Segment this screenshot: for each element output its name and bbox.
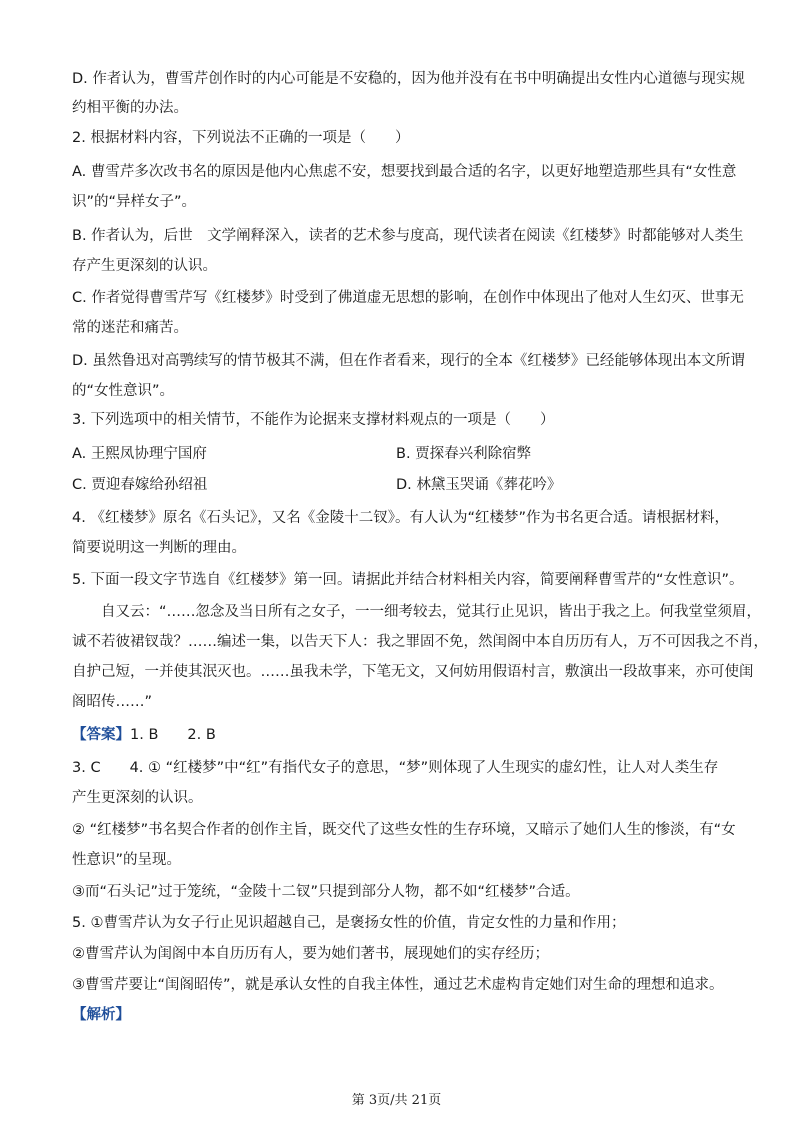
excerpt-line-4: 阁昭传……” xyxy=(72,694,153,710)
q1-option-d-line-2: 约相平衡的办法。 xyxy=(72,100,188,116)
answer-text: 1. B 2. B xyxy=(130,727,216,743)
page-number-footer: 第 3页/共 21页 xyxy=(351,1093,442,1108)
answer-line-5: ③而“石头记”过于笼统，“金陵十二钗”只提到部分人物，都不如“红楼梦”合适。 xyxy=(72,884,580,900)
q2-option-a-line-2: 识”的“异样女子”。 xyxy=(72,194,197,210)
excerpt-line-3: 自护己短，一并使其泯灭也。……虽我未学，下笔无文，又何妨用假语村言，敷演出一段故事来，亦可使闺 xyxy=(72,664,754,680)
question-4-line-2: 简要说明这一判断的理由。 xyxy=(72,540,246,556)
q1-option-d-line-1: D. 作者认为，曹雪芹创作时的内心可能是不安稳的，因为他并没有在书中明确提出女性内心道德与现实规 xyxy=(72,71,745,87)
answer-line-7: ②曹雪芹认为闺阁中本自历历有人，要为她们著书，展现她们的实存经历； xyxy=(72,946,549,962)
question-2-stem: 2. 根据材料内容，下列说法不正确的一项是（ ） xyxy=(72,130,410,146)
q2-option-d-line-2: 的“女性意识”。 xyxy=(72,383,175,399)
excerpt-line-1: 自又云：“……忽念及当日所有之女子，一一细考较去，觉其行止见识，皆出于我之上。何我堂堂须眉， xyxy=(101,604,762,620)
q2-option-c-line-2: 常的迷茫和痛苦。 xyxy=(72,320,188,336)
excerpt-line-2: 诚不若彼裙钗哉？……编述一集，以告天下人：我之罪固不免，然闺阁中本自历历有人，万不可因我之不肖， xyxy=(72,634,768,650)
answer-tag: 【答案】 xyxy=(72,727,130,743)
q3-option-a: A. 王熙凤协理宁国府 xyxy=(72,446,207,462)
answer-row xyxy=(72,725,732,745)
question-4-line-1: 4. 《红楼梦》原名《石头记》，又名《金陵十二钗》。有人认为“红楼梦”作为书名更合适。请根据材料， xyxy=(72,510,729,526)
q3-option-d: D. 林黛玉哭诵《葬花吟》 xyxy=(396,477,562,493)
answer-line-1: 3. C 4. ① “红楼梦”中“红”有指代女子的意思，“梦”则体现了人生现实的虚幻性，让人对人类生存 xyxy=(72,760,719,776)
answer-line-3: ② “红楼梦”书名契合作者的创作主旨，既交代了这些女性的生存环境，又暗示了她们人生的惨淡，有“女 xyxy=(72,822,736,838)
answer-line-4: 性意识”的呈现。 xyxy=(72,852,182,868)
analysis-tag: 【解析】 xyxy=(72,1007,130,1023)
answer-line-6: 5. ①曹雪芹认为女子行止见识超越自己，是褒扬女性的价值，肯定女性的力量和作用； xyxy=(72,915,626,931)
q2-option-a-line-1: A. 曹雪芹多次改书名的原因是他内心焦虑不安，想要找到最合适的名字，以更好地塑造那些具有“女性意 xyxy=(72,164,737,180)
q3-option-b: B. 贾探春兴利除宿弊 xyxy=(396,446,532,462)
q2-option-b-line-1: B. 作者认为，后世 文学阐释深入，读者的艺术参与度高，现代读者在阅读《红楼梦》时都能够对人类生 xyxy=(72,228,744,244)
answer-line-8: ③曹雪芹要让“闺阁昭传”，就是承认女性的自我主体性，通过艺术虚构肯定她们对生命的理想和追求。 xyxy=(72,977,724,993)
question-5-stem: 5. 下面一段文字节选自《红楼梦》第一回。请据此并结合材料相关内容，简要阐释曹雪芹的“女性意识”。 xyxy=(72,572,744,588)
q2-option-c-line-1: C. 作者觉得曹雪芹写《红楼梦》时受到了佛道虚无思想的影响，在创作中体现出了他对人生幻灭、世事无 xyxy=(72,290,744,306)
question-3-stem: 3. 下列选项中的相关情节，不能作为论据来支撑材料观点的一项是（ ） xyxy=(72,412,555,428)
q2-option-b-line-2: 存产生更深刻的认识。 xyxy=(72,258,217,274)
q2-option-d-line-1: D. 虽然鲁迅对高鹗续写的情节极其不满，但在作者看来，现行的全本《红楼梦》已经能够体现出本文所谓 xyxy=(72,353,745,369)
answer-line-2: 产生更深刻的认识。 xyxy=(72,790,203,806)
q3-option-c: C. 贾迎春嫁给孙绍祖 xyxy=(72,477,208,493)
